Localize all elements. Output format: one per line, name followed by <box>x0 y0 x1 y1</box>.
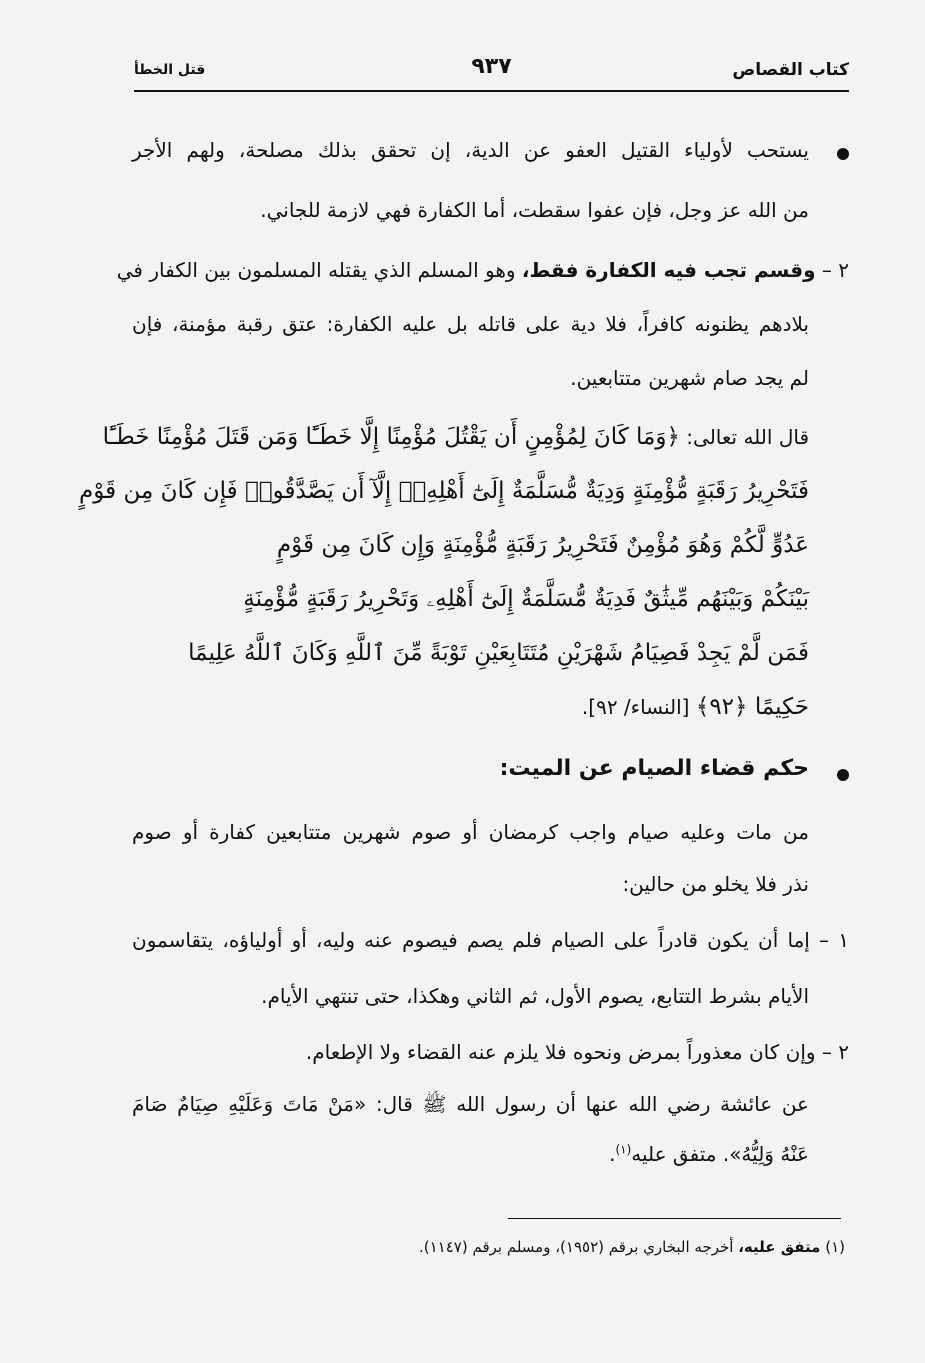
quran-line: بَيْنَكُمْ وَبَيْنَهُم مِّيثَٰقٌ فَدِيَةٌ مُّسَلَّمَةٌ إِلَىٰٓ أَهْلِهِۦ وَتَحْرِيرُ رَقَبَةٍ مُّؤْمِنَةٍ <box>243 586 809 612</box>
paragraph-line: بلادهم يظنونه كافراً، فلا دية على قاتله بل عليه الكفارة: عتق رقبة مؤمنة، فإن <box>132 312 809 336</box>
section-heading: حكم قضاء الصيام عن الميت: <box>499 756 809 781</box>
paragraph-line: نذر فلا يخلو من حالين: <box>622 872 809 896</box>
list-item-line: ١ – إما أن يكون قادراً على الصيام فلم يصم فيصوم عنه وليه، أو أولياؤه، يتقاسمون <box>132 928 849 952</box>
quran-line <box>102 424 809 450</box>
paragraph-line: من مات وعليه صيام واجب كرمضان أو صوم شهرين متتابعين كفارة أو صوم <box>132 820 809 844</box>
footnote-marker: (١) <box>615 1142 632 1157</box>
text-run: وهو المسلم الذي يقتله المسلمون بين الكفار في <box>116 258 522 282</box>
bullet-icon <box>837 769 849 781</box>
quran-line: عَدُوٍّ لَّكُمْ وَهُوَ مُؤْمِنٌ فَتَحْرِيرُ رَقَبَةٍ مُّؤْمِنَةٍ وَإِن كَانَ مِن قَوْمٍ <box>276 532 809 558</box>
page-number: ٩٣٧ <box>471 54 512 79</box>
list-number: ٢ – <box>815 258 849 282</box>
bold-phrase: وقسم تجب فيه الكفارة فقط، <box>521 258 816 282</box>
text-run: . <box>609 1142 616 1166</box>
quran-text: ﴿وَمَا كَانَ لِمُؤْمِنٍ أَن يَقْتُلَ مُؤْمِنًا إِلَّا خَطَـًٔا وَمَن قَتَلَ مُؤْمِنًا خَطَـًٔا <box>102 424 680 450</box>
footnote <box>419 1238 845 1256</box>
page-header <box>134 56 849 92</box>
quran-text: حَكِيمًا ﴿٩٢﴾ <box>695 694 809 720</box>
quran-line: فَتَحْرِيرُ رَقَبَةٍ مُّؤْمِنَةٍ وَدِيَةٌ مُّسَلَّمَةٌ إِلَىٰٓ أَهْلِهِۦٓ إِلَّآ أَن يَصَّدَّقُوا۟ فَإِن كَانَ مِن قَوْمٍ <box>79 478 809 504</box>
paragraph-line: من الله عز وجل، فإن عفوا سقطت، أما الكفارة فهي لازمة للجاني. <box>260 198 809 222</box>
bullet-icon <box>837 148 849 160</box>
quran-line <box>132 694 809 720</box>
hadith-line <box>132 1142 809 1166</box>
quran-line: فَمَن لَّمْ يَجِدْ فَصِيَامُ شَهْرَيْنِ مُتَتَابِعَيْنِ تَوْبَةً مِّنَ ٱللَّهِ وَكَانَ ٱللَّهُ عَلِيمًا <box>188 640 809 666</box>
book-title: كتاب القصاص <box>732 60 849 80</box>
footnote-bold: متفق عليه، <box>738 1238 821 1256</box>
paragraph-line: يستحب لأولياء القتيل العفو عن الدية، إن تحقق بذلك مصلحة، ولهم الأجر <box>132 138 809 162</box>
footnote-text: أخرجه البخاري برقم (١٩٥٢)، ومسلم برقم (١١٤٧). <box>418 1238 739 1256</box>
footnote-number: (١) <box>820 1238 845 1256</box>
paragraph-line <box>116 258 849 282</box>
verse-reference: [النساء/ ٩٢]. <box>581 695 696 719</box>
chapter-title: قتل الخطأ <box>134 62 206 78</box>
hadith-line: عن عائشة رضي الله عنها أن رسول الله ﷺ قال: «مَنْ مَاتَ وَعَلَيْهِ صِيَامٌ صَامَ <box>132 1092 809 1116</box>
footnote-divider <box>508 1218 841 1219</box>
text-run: قال الله تعالى: <box>679 425 809 449</box>
text-run: عَنْهُ وَلِيُّهُ». متفق عليه <box>631 1142 809 1166</box>
list-item-line: ٢ – وإن كان معذوراً بمرض ونحوه فلا يلزم عنه القضاء ولا الإطعام. <box>305 1040 849 1064</box>
paragraph-line: لم يجد صام شهرين متتابعين. <box>570 366 809 390</box>
list-item-line: الأيام بشرط التتابع، يصوم الأول، ثم الثاني وهكذا، حتى تنتهي الأيام. <box>261 984 809 1008</box>
